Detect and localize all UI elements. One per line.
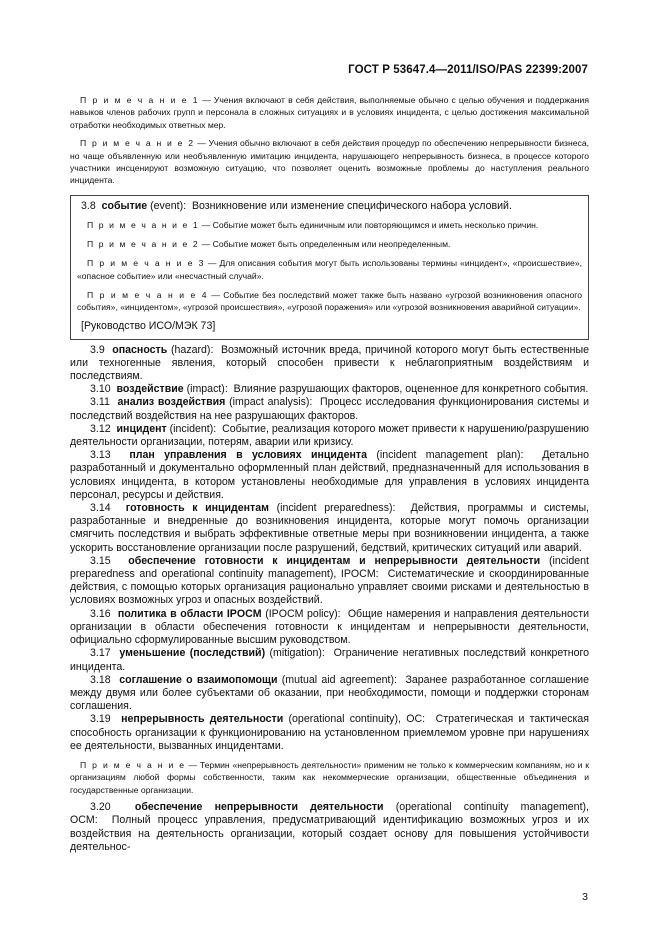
standard-header: ГОСТ Р 53647.4—2011/ISO/PAS 22399:2007 [348, 64, 588, 76]
term-3-9: 3.9 опасность (hazard): Возможный источник вреда, причиной которого могут быть естественные или техногенные явления, который способен привести к неблагоприятным воздействиям и последствиям. [70, 343, 590, 383]
event-definition-box [70, 195, 589, 340]
page-number: 3 [582, 891, 588, 903]
term-3-16: 3.16 политика в области IPOCM (IPOCM policy): Общие намерения и направления деятельности организации в области обеспечения готовности к инцидентам и непрерывности деятельности, официально сформулированные высшим руководством. [70, 607, 589, 647]
note-1: П р и м е ч а н и е 1 — Учения включают в себя действия, выполняемые обычно с целью обучения и поддержания навыков членов рабочих групп и персонала в сложных ситуациях и в условиях инцидента, с целью достижения максимальной отработки необходимых ответных мер. [70, 95, 589, 130]
term-3-18: 3.18 соглашение о взаимопомощи (mutual aid agreement): Заранее разработанное соглашение между двумя или более субъектами об оказании, при необходимости, помощи и поддержки сторонам соглашения. [70, 673, 589, 713]
term-3-8: 3.8 событие (event): Возникновение или изменение специфического набора условий. [81, 199, 512, 212]
note-operational-continuity: П р и м е ч а н и е — Термин «непрерывность деятельности» применим не только к коммерческим компаниям, но и к организациям любой формы собственности, таким как некоммерческие организации, общественные объединения и государственные организации. [70, 759, 590, 795]
term-3-10: 3.10 воздействие (impact): Влияние разрушающих факторов, оцененное для конкретного события. [90, 383, 589, 396]
box-note-2: П р и м е ч а н и е 2 — Событие может быть определенным или неопределенным. [87, 239, 451, 250]
term-3-17: 3.17 уменьшение (последствий) (mitigation): Ограничение негативных последствий конкретного инцидента. [70, 647, 589, 673]
page-content [70, 94, 589, 854]
term-3-11: 3.11 анализ воздействия (impact analysis): Процесс исследования функционирования системы и последствий воздействия на нее разрушающих факторов. [70, 396, 589, 422]
term-3-14: 3.14 готовность к инцидентам (incident preparedness): Действия, программы и системы, разработанные и внедренные до возникновения инцидента, которые могут помочь организации смягчить последствия и выбрать эффективные ответные меры при возникновении инцидента, а также ускорить восстановление организации после разрушений, бедствий, критических ситуаций или аварий. [70, 502, 589, 554]
term-3-20: 3.20 обеспечение непрерывности деятельности (operational continuity management), OCM: Полный процесс управления, предусматривающий идентификацию возможных угроз и их воздействия на деятельность организации, который создает основу для повышения устойчивости деятельнос- [70, 801, 590, 853]
box-note-4: П р и м е ч а н и е 4 — Событие без последствий может также быть названо «угрозой возникновения опасного события», «инцидентом», «угрозой происшествия», «угрозой поражения» или «угрозой возникновения аварийной ситуации». [77, 290, 582, 313]
box-note-1: П р и м е ч а н и е 1 — Событие может быть единичным или повторяющимся и иметь несколько причин. [87, 219, 539, 230]
term-3-13: 3.13 план управления в условиях инцидента (incident management plan): Детально разработанный и документально оформленный план действий, предназначенный для использования в условиях инцидента, в котором установлены необходимые для управления в условиях инцидента персонал, ресурсы и действия. [70, 449, 589, 501]
note-2: П р и м е ч а н и е 2 — Учения обычно включают в себя действия процедур по обеспечению непрерывности бизнеса, но чаще объявленную или необъявленную имитацию инцидента, нарушающего непрерывность бизнеса, в процессе которого участники инсценируют возможную ситуацию, что позволяет оценить возможные проблемы до наступления реального инцидента. [70, 138, 589, 186]
box-note-3: П р и м е ч а н и е 3 — Для описания события могут быть использованы термины «инцидент», «происшествие», «опасное событие» или «несчастный случай». [77, 258, 582, 281]
term-3-12: 3.12 инцидент (incident): Событие, реализация которого может привести к нарушению/разрушению деятельности организации, потерям, аварии или кризису. [70, 422, 589, 449]
term-3-15: 3.15 обеспечение готовности к инцидентам и непрерывности деятельности (incident preparedness and operational continuity management), IPOCM: Систематические и скоординированные действия, с помощью которых организация рационально управляет своими рисками и деятельностью в условиях возможных угроз и опасных воздействий. [70, 554, 590, 607]
term-3-19: 3.19 непрерывность деятельности (operational continuity), ОС: Стратегическая и тактическая способность организации к функционированию на установленном приемлемом уровне при нарушениях ее деятельности, вызванных инцидентами. [70, 713, 590, 752]
reference-iso-iec-guide-73: [Руководство ИСО/МЭК 73] [81, 319, 216, 332]
